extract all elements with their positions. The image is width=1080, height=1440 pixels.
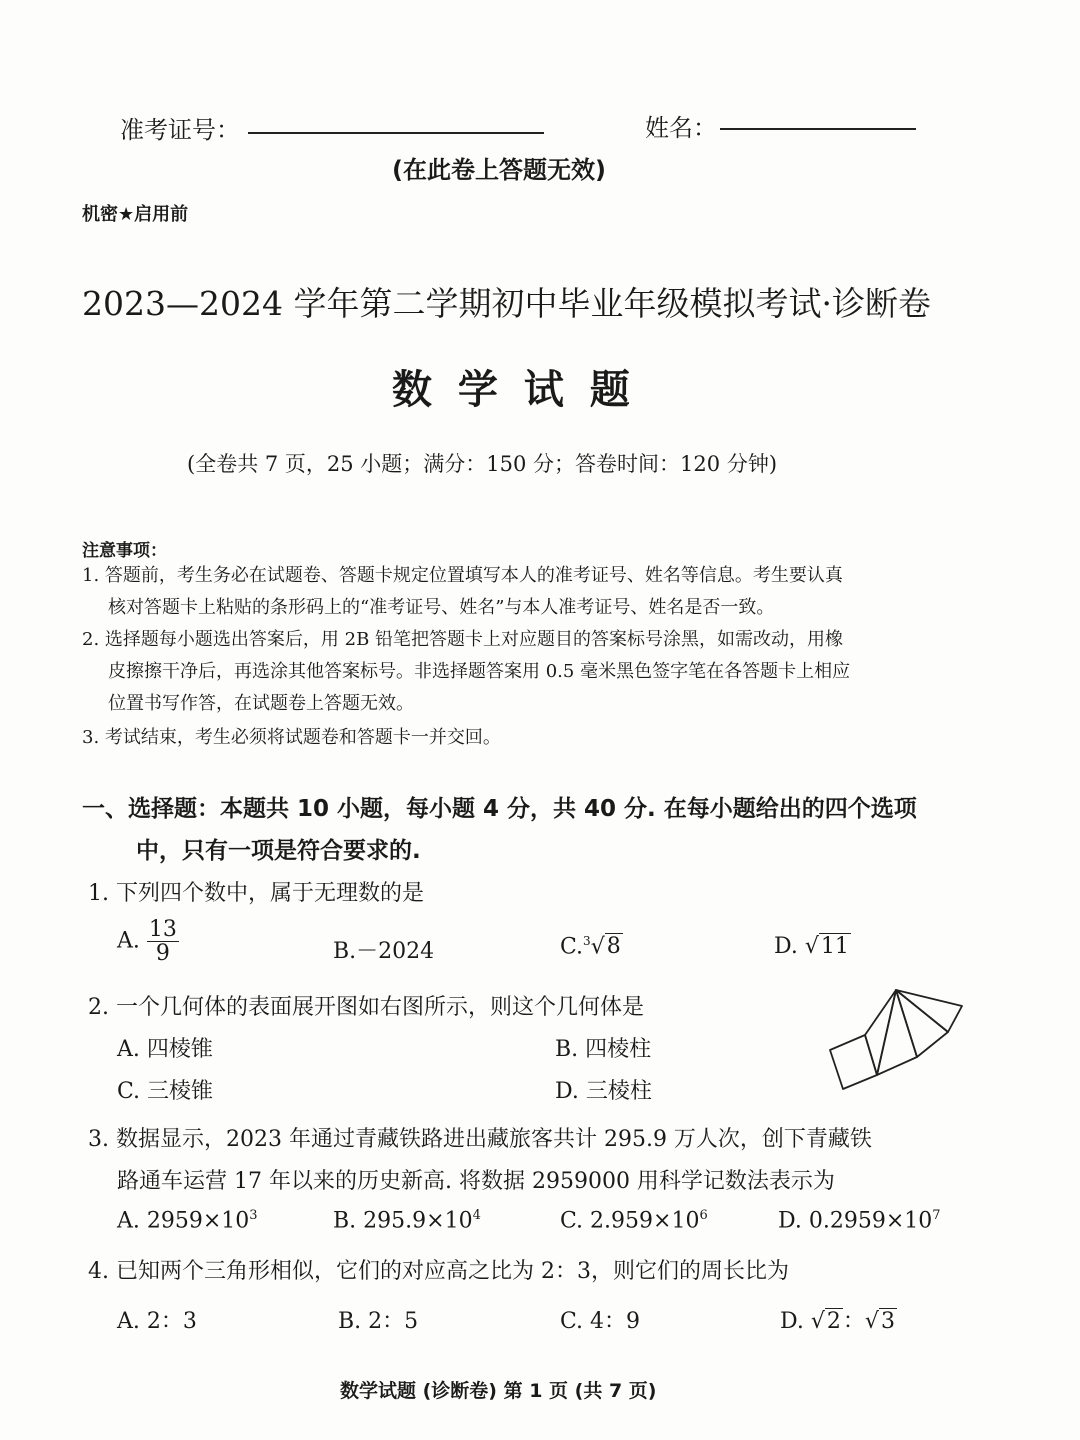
root-index: 3 (583, 934, 591, 948)
subject-title: 数 学 试 题 (392, 367, 636, 413)
q3-option-c-text: C. 2.959×10 (560, 1208, 700, 1234)
exponent: 7 (932, 1208, 941, 1223)
question-3-line1: 3. 数据显示，2023 年通过青藏铁路进出藏旅客共计 295.9 万人次，创下青藏铁 (88, 1127, 872, 1152)
q3-option-d (778, 1208, 941, 1233)
q3-option-d-text: D. 0.2959×10 (778, 1208, 933, 1234)
q1-option-b: B.－2024 (333, 939, 435, 964)
notice-line: 3. 考试结束，考生必须将试题卷和答题卡一并交回。 (82, 727, 501, 748)
q4-option-c: C. 4：9 (560, 1309, 641, 1334)
numerator: 13 (148, 917, 177, 942)
q2-option-a: A. 四棱锥 (117, 1037, 213, 1062)
radicand: 8 (606, 934, 621, 960)
q1-option-c (560, 934, 623, 959)
q4-option-a: A. 2：3 (117, 1309, 197, 1334)
notice-line: 核对答题卡上粘贴的条形码上的“准考证号、姓名”与本人准考证号、姓名是否一致。 (108, 597, 775, 618)
q3-option-b-text: B. 295.9×10 (333, 1208, 473, 1234)
name-label: 姓名： (645, 114, 717, 142)
q2-option-b: B. 四棱柱 (555, 1037, 652, 1062)
invalid-note: (在此卷上答题无效) (392, 156, 606, 184)
q3-option-a (117, 1208, 258, 1233)
question-1-stem: 1. 下列四个数中，属于无理数的是 (88, 881, 424, 906)
radicand: 3 (880, 1309, 895, 1334)
section-heading-cont: 中，只有一项是符合要求的. (136, 838, 421, 864)
page-footer: 数学试题 (诊断卷) 第 1 页 (共 7 页) (340, 1380, 657, 1402)
q3-option-a-text: A. 2959×10 (117, 1208, 250, 1234)
q1-option-d-label: D. (774, 934, 798, 959)
radical-icon: √ (864, 1309, 879, 1334)
q4-option-b: B. 2：5 (338, 1309, 419, 1334)
question-4-stem: 4. 已知两个三角形相似，它们的对应高之比为 2：3，则它们的周长比为 (88, 1259, 789, 1284)
notice-line: 位置书写作答，在试题卷上答题无效。 (108, 693, 414, 714)
notice-line: 1. 答题前，考生务必在试题卷、答题卡规定位置填写本人的准考证号、姓名等信息。考生要认真 (82, 565, 843, 586)
exam-id-label: 准考证号： (120, 116, 240, 144)
net-triangle-face (896, 990, 962, 1032)
ratio-separator: ： (842, 1309, 865, 1334)
radicand: 2 (826, 1309, 841, 1334)
q2-option-d: D. 三棱柱 (555, 1079, 652, 1104)
exam-id-blank (248, 132, 544, 134)
notice-line: 2. 选择题每小题选出答案后，用 2B 铅笔把答题卡上对应题目的答案标号涂黑，如需改动，用橡 (82, 629, 844, 650)
notice-heading: 注意事项： (82, 541, 167, 561)
q1-option-c-label: C. (560, 934, 584, 960)
notice-line: 皮擦擦干净后，再选涂其他答案标号。非选择题答案用 0.5 毫米黑色签字笔在各答题卡上相应 (108, 661, 851, 682)
q3-option-c (560, 1208, 708, 1233)
denominator: 9 (155, 941, 170, 967)
question-2-stem: 2. 一个几何体的表面展开图如右图所示，则这个几何体是 (88, 995, 644, 1020)
q1-option-d (774, 934, 851, 959)
q4-option-d (780, 1304, 897, 1335)
q4-option-d-label: D. (780, 1309, 804, 1334)
radicand: 11 (820, 934, 849, 959)
exam-info: (全卷共 7 页，25 小题；满分：150 分；答卷时间：120 分钟) (187, 452, 778, 476)
q1-option-a-label: A. (117, 928, 140, 954)
q1-option-a (117, 918, 179, 965)
exponent: 6 (699, 1208, 708, 1223)
radical-icon: √ (810, 1309, 825, 1334)
q2-option-c: C. 三棱锥 (117, 1079, 214, 1104)
net-square-face (830, 1035, 877, 1089)
net-diagram (820, 985, 980, 1095)
q3-option-b (333, 1208, 481, 1233)
fraction (147, 918, 179, 965)
section-heading: 一、选择题：本题共 10 小题，每小题 4 分，共 40 分. 在每小题给出的四个选项 (82, 796, 917, 822)
question-3-line2: 路通车运营 17 年以来的历史新高. 将数据 2959000 用科学记数法表示为 (117, 1169, 835, 1194)
name-blank (720, 128, 916, 130)
secret-mark: 机密★启用前 (82, 204, 189, 225)
radical-icon: √ (804, 934, 819, 959)
exponent: 4 (472, 1208, 481, 1223)
exponent: 3 (249, 1208, 258, 1223)
exam-title: 2023—2024 学年第二学期初中毕业年级模拟考试·诊断卷 (82, 284, 931, 323)
radical-icon: √ (590, 934, 605, 960)
